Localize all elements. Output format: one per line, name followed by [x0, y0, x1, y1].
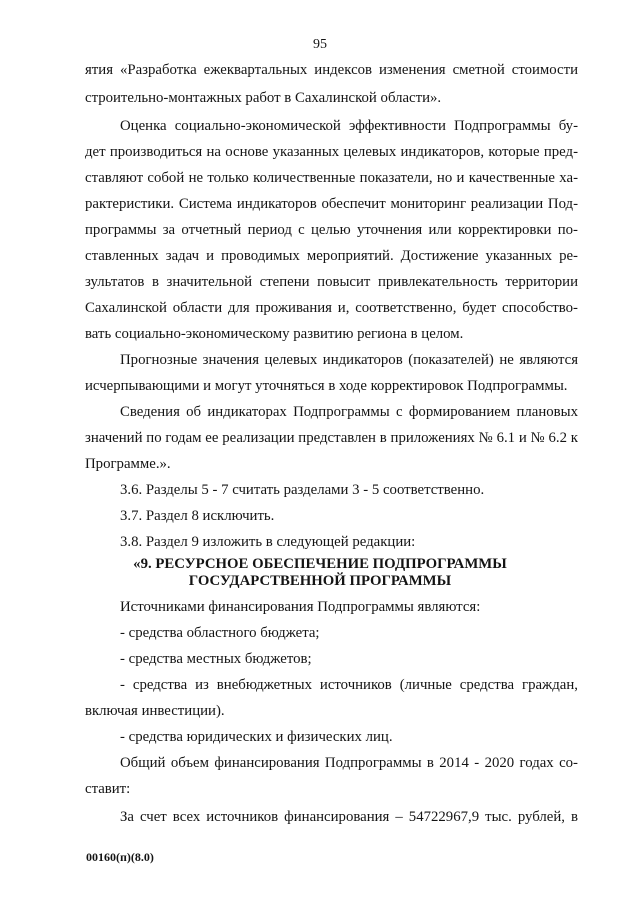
text-line: вать социально-экономическому развитию региона в целом.: [85, 326, 464, 342]
section-heading: «9. РЕСУРСНОЕ ОБЕСПЕЧЕНИЕ ПОДПРОГРАММЫ: [133, 556, 507, 572]
text-line: Сахалинской области для проживания и, соответственно, будет способство-: [85, 300, 578, 316]
section-heading: ГОСУДАРСТВЕННОЙ ПРОГРАММЫ: [188, 573, 452, 589]
text-line: - средства из внебюджетных источников (личные средства граждан,: [120, 677, 578, 693]
page-number: 95: [313, 37, 327, 52]
text-line: строительно-монтажных работ в Сахалинской области».: [85, 90, 442, 106]
text-line: Сведения об индикаторах Подпрограммы с формированием плановых: [120, 404, 578, 420]
text-line: ставленных задач и проводимых мероприятий. Достижение указанных ре-: [85, 248, 578, 264]
text-line: зультатов в значительной степени повысит привлекательность территории: [85, 274, 578, 290]
text-line: 3.8. Раздел 9 изложить в следующей редакции:: [120, 534, 416, 550]
text-line: 3.7. Раздел 8 исключить.: [120, 508, 275, 524]
text-line: ставляют собой не только количественные показатели, но и качественные ха-: [85, 170, 578, 186]
text-line: рактеристики. Система индикаторов обеспечит мониторинг реализации Под-: [85, 196, 578, 212]
text-line: включая инвестиции).: [85, 703, 225, 719]
text-line: 3.6. Разделы 5 - 7 считать разделами 3 - 5 соответственно.: [120, 482, 485, 498]
text-line: Источниками финансирования Подпрограммы являются:: [120, 599, 481, 615]
text-line: - средства местных бюджетов;: [120, 651, 312, 667]
footer-code: 00160(п)(8.0): [86, 850, 154, 864]
text-line: ятия «Разработка ежеквартальных индексов изменения сметной стоимости: [85, 62, 578, 78]
text-line: дет производиться на основе указанных целевых индикаторов, которые пред-: [85, 144, 578, 160]
text-line: - средства областного бюджета;: [120, 625, 320, 641]
text-line: ставит:: [85, 781, 131, 797]
text-line: За счет всех источников финансирования – 54722967,9 тыс. рублей, в: [120, 809, 578, 825]
text-line: исчерпывающими и могут уточняться в ходе корректировок Подпрограммы.: [85, 378, 568, 394]
text-line: Прогнозные значения целевых индикаторов (показателей) не являются: [120, 352, 578, 368]
text-line: Программе.».: [85, 456, 171, 472]
text-line: Общий объем финансирования Подпрограммы в 2014 - 2020 годах со-: [120, 755, 578, 771]
text-line: Оценка социально-экономической эффективности Подпрограммы бу-: [120, 118, 578, 134]
text-line: - средства юридических и физических лиц.: [120, 729, 393, 745]
text-line: программы за отчетный период с целью уточнения или корректировки по-: [85, 222, 578, 238]
text-line: значений по годам ее реализации представлен в приложениях № 6.1 и № 6.2 к: [85, 430, 578, 446]
